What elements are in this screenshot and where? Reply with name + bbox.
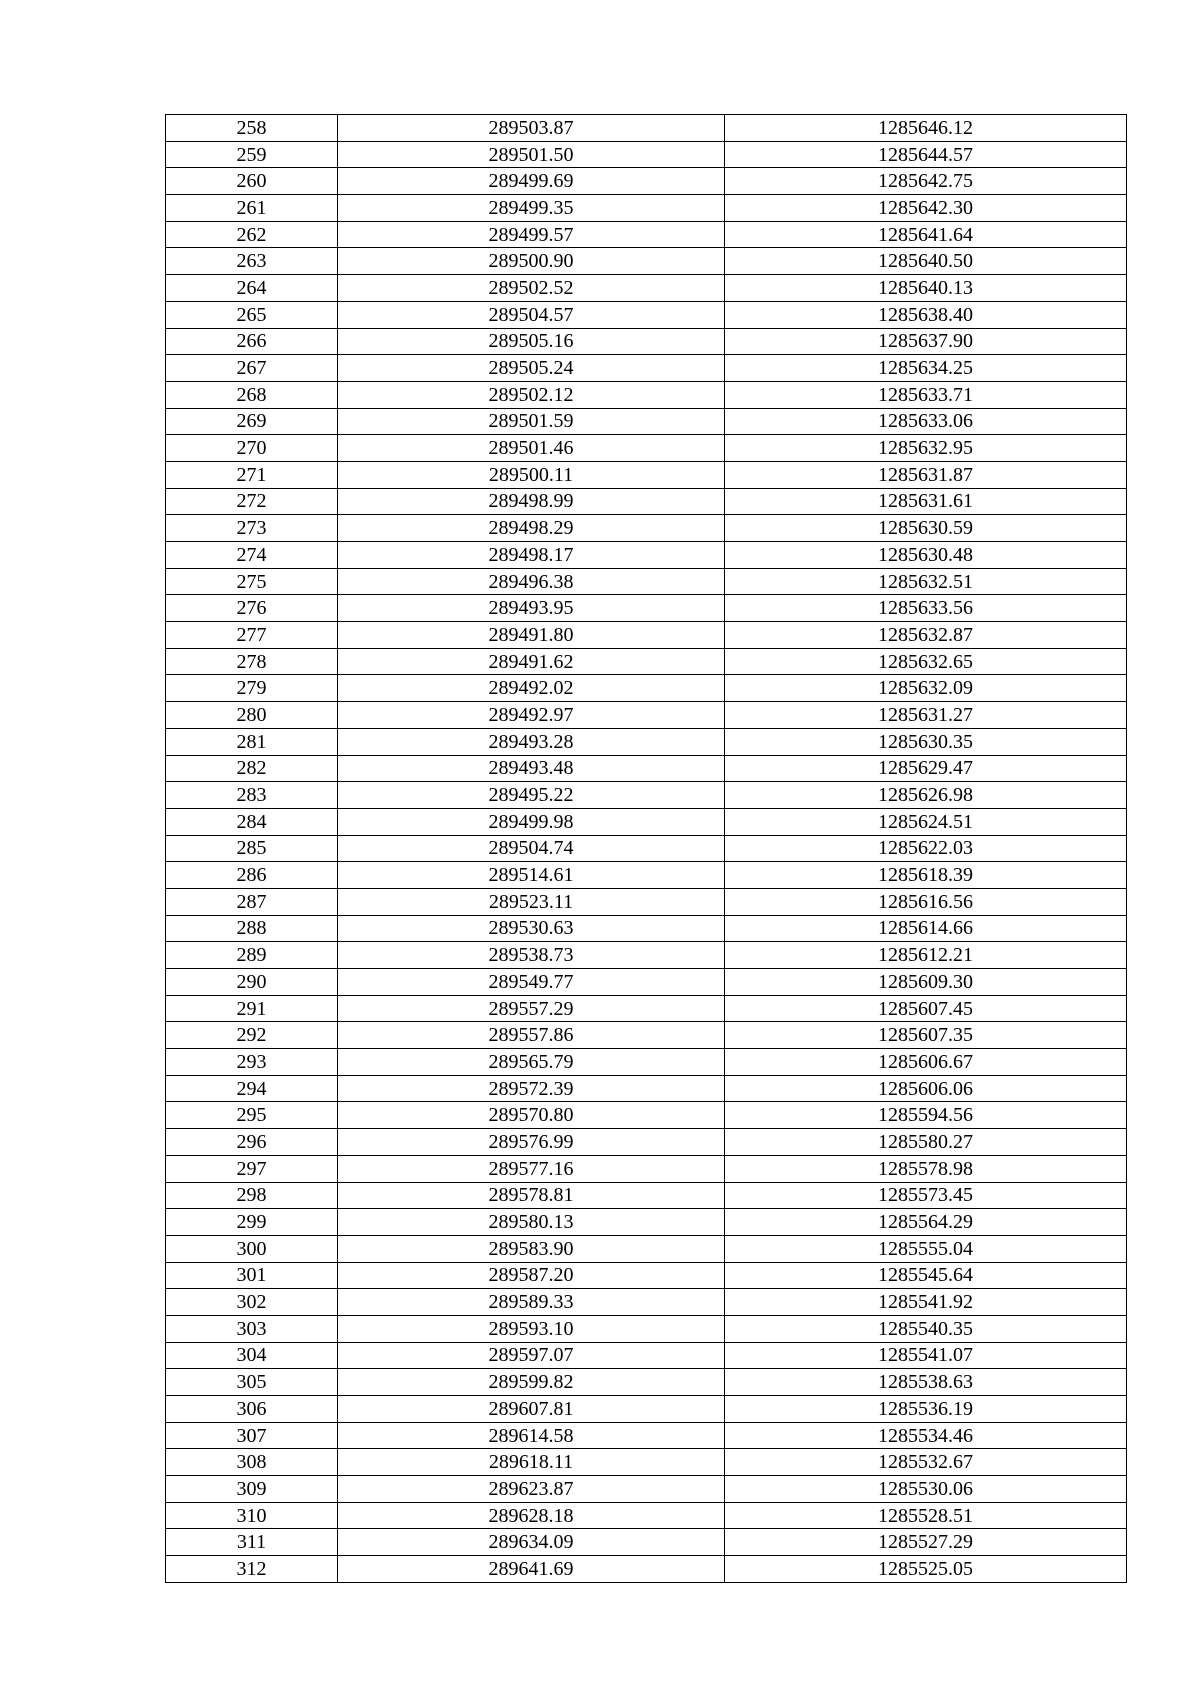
- y-coordinate-cell: 1285640.50: [725, 248, 1127, 275]
- x-coordinate-cell: 289634.09: [338, 1529, 725, 1556]
- y-coordinate-cell: 1285541.07: [725, 1342, 1127, 1369]
- table-row: [166, 835, 1127, 862]
- point-number-cell: 261: [166, 195, 338, 222]
- x-coordinate-cell: 289565.79: [338, 1049, 725, 1076]
- x-coordinate-cell: 289499.69: [338, 168, 725, 195]
- table-row: [166, 782, 1127, 809]
- point-number-cell: 308: [166, 1449, 338, 1476]
- point-number-cell: 286: [166, 862, 338, 889]
- point-number-cell: 278: [166, 648, 338, 675]
- x-coordinate-cell: 289614.58: [338, 1422, 725, 1449]
- point-number-cell: 275: [166, 568, 338, 595]
- y-coordinate-cell: 1285606.67: [725, 1049, 1127, 1076]
- y-coordinate-cell: 1285622.03: [725, 835, 1127, 862]
- x-coordinate-cell: 289495.22: [338, 782, 725, 809]
- point-number-cell: 294: [166, 1075, 338, 1102]
- y-coordinate-cell: 1285646.12: [725, 115, 1127, 142]
- y-coordinate-cell: 1285632.87: [725, 622, 1127, 649]
- point-number-cell: 297: [166, 1155, 338, 1182]
- point-number-cell: 273: [166, 515, 338, 542]
- y-coordinate-cell: 1285633.06: [725, 408, 1127, 435]
- table-row: [166, 862, 1127, 889]
- table-row: [166, 301, 1127, 328]
- point-number-cell: 267: [166, 355, 338, 382]
- x-coordinate-cell: 289530.63: [338, 915, 725, 942]
- table-row: [166, 1422, 1127, 1449]
- y-coordinate-cell: 1285564.29: [725, 1209, 1127, 1236]
- point-number-cell: 270: [166, 435, 338, 462]
- table-row: [166, 381, 1127, 408]
- coordinate-table-body: [166, 115, 1127, 1583]
- y-coordinate-cell: 1285638.40: [725, 301, 1127, 328]
- y-coordinate-cell: 1285534.46: [725, 1422, 1127, 1449]
- x-coordinate-cell: 289502.12: [338, 381, 725, 408]
- x-coordinate-cell: 289549.77: [338, 969, 725, 996]
- x-coordinate-cell: 289628.18: [338, 1502, 725, 1529]
- table-row: [166, 515, 1127, 542]
- x-coordinate-cell: 289623.87: [338, 1476, 725, 1503]
- x-coordinate-cell: 289492.97: [338, 702, 725, 729]
- y-coordinate-cell: 1285632.51: [725, 568, 1127, 595]
- x-coordinate-cell: 289501.50: [338, 141, 725, 168]
- y-coordinate-cell: 1285606.06: [725, 1075, 1127, 1102]
- point-number-cell: 271: [166, 461, 338, 488]
- x-coordinate-cell: 289597.07: [338, 1342, 725, 1369]
- y-coordinate-cell: 1285644.57: [725, 141, 1127, 168]
- point-number-cell: 310: [166, 1502, 338, 1529]
- x-coordinate-cell: 289493.28: [338, 728, 725, 755]
- point-number-cell: 268: [166, 381, 338, 408]
- x-coordinate-cell: 289496.38: [338, 568, 725, 595]
- point-number-cell: 312: [166, 1556, 338, 1583]
- point-number-cell: 311: [166, 1529, 338, 1556]
- y-coordinate-cell: 1285607.35: [725, 1022, 1127, 1049]
- y-coordinate-cell: 1285630.59: [725, 515, 1127, 542]
- x-coordinate-cell: 289580.13: [338, 1209, 725, 1236]
- y-coordinate-cell: 1285580.27: [725, 1129, 1127, 1156]
- table-row: [166, 1396, 1127, 1423]
- x-coordinate-cell: 289503.87: [338, 115, 725, 142]
- y-coordinate-cell: 1285624.51: [725, 808, 1127, 835]
- point-number-cell: 305: [166, 1369, 338, 1396]
- table-row: [166, 1556, 1127, 1583]
- y-coordinate-cell: 1285607.45: [725, 995, 1127, 1022]
- table-row: [166, 1155, 1127, 1182]
- y-coordinate-cell: 1285634.25: [725, 355, 1127, 382]
- point-number-cell: 269: [166, 408, 338, 435]
- table-row: [166, 1449, 1127, 1476]
- point-number-cell: 266: [166, 328, 338, 355]
- point-number-cell: 289: [166, 942, 338, 969]
- x-coordinate-cell: 289499.57: [338, 221, 725, 248]
- x-coordinate-cell: 289493.48: [338, 755, 725, 782]
- y-coordinate-cell: 1285630.35: [725, 728, 1127, 755]
- x-coordinate-cell: 289593.10: [338, 1315, 725, 1342]
- y-coordinate-cell: 1285609.30: [725, 969, 1127, 996]
- x-coordinate-cell: 289641.69: [338, 1556, 725, 1583]
- y-coordinate-cell: 1285631.27: [725, 702, 1127, 729]
- point-number-cell: 309: [166, 1476, 338, 1503]
- x-coordinate-cell: 289514.61: [338, 862, 725, 889]
- x-coordinate-cell: 289570.80: [338, 1102, 725, 1129]
- table-row: [166, 568, 1127, 595]
- point-number-cell: 287: [166, 888, 338, 915]
- point-number-cell: 288: [166, 915, 338, 942]
- table-row: [166, 1102, 1127, 1129]
- x-coordinate-cell: 289501.59: [338, 408, 725, 435]
- y-coordinate-cell: 1285631.87: [725, 461, 1127, 488]
- table-row: [166, 1289, 1127, 1316]
- y-coordinate-cell: 1285637.90: [725, 328, 1127, 355]
- y-coordinate-cell: 1285578.98: [725, 1155, 1127, 1182]
- table-row: [166, 915, 1127, 942]
- table-row: [166, 221, 1127, 248]
- x-coordinate-cell: 289578.81: [338, 1182, 725, 1209]
- point-number-cell: 292: [166, 1022, 338, 1049]
- table-row: [166, 1315, 1127, 1342]
- point-number-cell: 282: [166, 755, 338, 782]
- x-coordinate-cell: 289505.16: [338, 328, 725, 355]
- table-row: [166, 461, 1127, 488]
- table-row: [166, 355, 1127, 382]
- table-row: [166, 328, 1127, 355]
- point-number-cell: 293: [166, 1049, 338, 1076]
- x-coordinate-cell: 289577.16: [338, 1155, 725, 1182]
- point-number-cell: 290: [166, 969, 338, 996]
- x-coordinate-cell: 289589.33: [338, 1289, 725, 1316]
- y-coordinate-cell: 1285540.35: [725, 1315, 1127, 1342]
- y-coordinate-cell: 1285612.21: [725, 942, 1127, 969]
- x-coordinate-cell: 289505.24: [338, 355, 725, 382]
- x-coordinate-cell: 289498.99: [338, 488, 725, 515]
- point-number-cell: 301: [166, 1262, 338, 1289]
- point-number-cell: 300: [166, 1235, 338, 1262]
- x-coordinate-cell: 289618.11: [338, 1449, 725, 1476]
- table-row: [166, 648, 1127, 675]
- coordinate-table: [165, 114, 1127, 1583]
- y-coordinate-cell: 1285573.45: [725, 1182, 1127, 1209]
- point-number-cell: 304: [166, 1342, 338, 1369]
- point-number-cell: 295: [166, 1102, 338, 1129]
- table-row: [166, 755, 1127, 782]
- point-number-cell: 274: [166, 542, 338, 569]
- y-coordinate-cell: 1285541.92: [725, 1289, 1127, 1316]
- point-number-cell: 306: [166, 1396, 338, 1423]
- table-row: [166, 1235, 1127, 1262]
- x-coordinate-cell: 289499.98: [338, 808, 725, 835]
- y-coordinate-cell: 1285536.19: [725, 1396, 1127, 1423]
- x-coordinate-cell: 289498.17: [338, 542, 725, 569]
- point-number-cell: 285: [166, 835, 338, 862]
- x-coordinate-cell: 289599.82: [338, 1369, 725, 1396]
- y-coordinate-cell: 1285532.67: [725, 1449, 1127, 1476]
- y-coordinate-cell: 1285632.09: [725, 675, 1127, 702]
- x-coordinate-cell: 289501.46: [338, 435, 725, 462]
- y-coordinate-cell: 1285614.66: [725, 915, 1127, 942]
- y-coordinate-cell: 1285530.06: [725, 1476, 1127, 1503]
- table-row: [166, 1049, 1127, 1076]
- table-row: [166, 1529, 1127, 1556]
- point-number-cell: 291: [166, 995, 338, 1022]
- x-coordinate-cell: 289491.80: [338, 622, 725, 649]
- point-number-cell: 272: [166, 488, 338, 515]
- table-row: [166, 408, 1127, 435]
- y-coordinate-cell: 1285632.95: [725, 435, 1127, 462]
- table-row: [166, 595, 1127, 622]
- point-number-cell: 260: [166, 168, 338, 195]
- table-row: [166, 435, 1127, 462]
- x-coordinate-cell: 289572.39: [338, 1075, 725, 1102]
- y-coordinate-cell: 1285594.56: [725, 1102, 1127, 1129]
- point-number-cell: 263: [166, 248, 338, 275]
- x-coordinate-cell: 289557.86: [338, 1022, 725, 1049]
- y-coordinate-cell: 1285633.71: [725, 381, 1127, 408]
- point-number-cell: 303: [166, 1315, 338, 1342]
- y-coordinate-cell: 1285630.48: [725, 542, 1127, 569]
- x-coordinate-cell: 289493.95: [338, 595, 725, 622]
- table-row: [166, 275, 1127, 302]
- table-row: [166, 1022, 1127, 1049]
- x-coordinate-cell: 289538.73: [338, 942, 725, 969]
- table-row: [166, 1476, 1127, 1503]
- table-row: [166, 1182, 1127, 1209]
- table-row: [166, 168, 1127, 195]
- y-coordinate-cell: 1285528.51: [725, 1502, 1127, 1529]
- table-row: [166, 1129, 1127, 1156]
- table-row: [166, 808, 1127, 835]
- table-row: [166, 195, 1127, 222]
- y-coordinate-cell: 1285640.13: [725, 275, 1127, 302]
- table-row: [166, 488, 1127, 515]
- table-row: [166, 1209, 1127, 1236]
- table-row: [166, 888, 1127, 915]
- point-number-cell: 302: [166, 1289, 338, 1316]
- table-row: [166, 248, 1127, 275]
- y-coordinate-cell: 1285642.30: [725, 195, 1127, 222]
- table-row: [166, 115, 1127, 142]
- table-row: [166, 542, 1127, 569]
- x-coordinate-cell: 289498.29: [338, 515, 725, 542]
- y-coordinate-cell: 1285527.29: [725, 1529, 1127, 1556]
- point-number-cell: 284: [166, 808, 338, 835]
- point-number-cell: 277: [166, 622, 338, 649]
- x-coordinate-cell: 289576.99: [338, 1129, 725, 1156]
- table-row: [166, 942, 1127, 969]
- point-number-cell: 264: [166, 275, 338, 302]
- x-coordinate-cell: 289607.81: [338, 1396, 725, 1423]
- point-number-cell: 296: [166, 1129, 338, 1156]
- point-number-cell: 265: [166, 301, 338, 328]
- table-row: [166, 1342, 1127, 1369]
- point-number-cell: 262: [166, 221, 338, 248]
- x-coordinate-cell: 289557.29: [338, 995, 725, 1022]
- table-row: [166, 1262, 1127, 1289]
- x-coordinate-cell: 289491.62: [338, 648, 725, 675]
- table-row: [166, 995, 1127, 1022]
- table-row: [166, 675, 1127, 702]
- table-row: [166, 969, 1127, 996]
- y-coordinate-cell: 1285616.56: [725, 888, 1127, 915]
- table-row: [166, 622, 1127, 649]
- point-number-cell: 283: [166, 782, 338, 809]
- y-coordinate-cell: 1285545.64: [725, 1262, 1127, 1289]
- y-coordinate-cell: 1285631.61: [725, 488, 1127, 515]
- y-coordinate-cell: 1285538.63: [725, 1369, 1127, 1396]
- y-coordinate-cell: 1285642.75: [725, 168, 1127, 195]
- point-number-cell: 280: [166, 702, 338, 729]
- x-coordinate-cell: 289499.35: [338, 195, 725, 222]
- table-row: [166, 702, 1127, 729]
- point-number-cell: 259: [166, 141, 338, 168]
- y-coordinate-cell: 1285618.39: [725, 862, 1127, 889]
- table-row: [166, 141, 1127, 168]
- point-number-cell: 258: [166, 115, 338, 142]
- point-number-cell: 307: [166, 1422, 338, 1449]
- y-coordinate-cell: 1285626.98: [725, 782, 1127, 809]
- point-number-cell: 298: [166, 1182, 338, 1209]
- table-row: [166, 1369, 1127, 1396]
- x-coordinate-cell: 289500.11: [338, 461, 725, 488]
- x-coordinate-cell: 289502.52: [338, 275, 725, 302]
- y-coordinate-cell: 1285641.64: [725, 221, 1127, 248]
- x-coordinate-cell: 289587.20: [338, 1262, 725, 1289]
- table-row: [166, 1502, 1127, 1529]
- point-number-cell: 281: [166, 728, 338, 755]
- y-coordinate-cell: 1285555.04: [725, 1235, 1127, 1262]
- x-coordinate-cell: 289504.74: [338, 835, 725, 862]
- point-number-cell: 276: [166, 595, 338, 622]
- point-number-cell: 299: [166, 1209, 338, 1236]
- table-row: [166, 1075, 1127, 1102]
- x-coordinate-cell: 289504.57: [338, 301, 725, 328]
- x-coordinate-cell: 289500.90: [338, 248, 725, 275]
- x-coordinate-cell: 289492.02: [338, 675, 725, 702]
- x-coordinate-cell: 289583.90: [338, 1235, 725, 1262]
- y-coordinate-cell: 1285633.56: [725, 595, 1127, 622]
- y-coordinate-cell: 1285629.47: [725, 755, 1127, 782]
- point-number-cell: 279: [166, 675, 338, 702]
- table-row: [166, 728, 1127, 755]
- y-coordinate-cell: 1285632.65: [725, 648, 1127, 675]
- y-coordinate-cell: 1285525.05: [725, 1556, 1127, 1583]
- x-coordinate-cell: 289523.11: [338, 888, 725, 915]
